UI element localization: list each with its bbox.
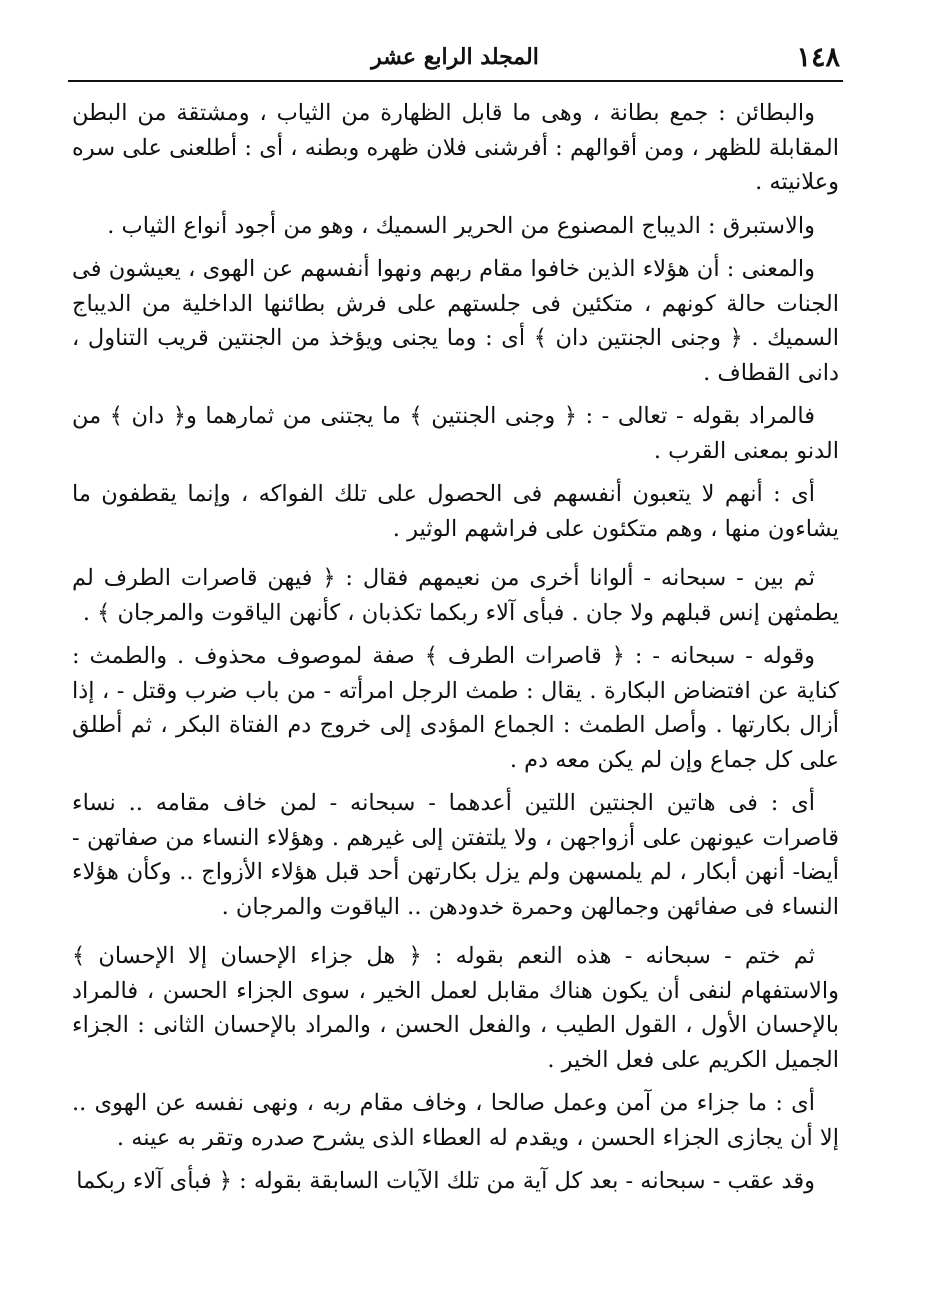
page-header [70, 38, 840, 78]
paragraph: فالمراد بقوله - تعالى - : ﴿ وجنى الجنتين ﴾ ما يجتنى من ثمارهما و﴿ دان ﴾ من الدنو بمعنى القرب . [72, 403, 839, 464]
paragraph: والاستبرق : الديباج المصنوع من الحرير السميك ، وهو من أجود أنواع الثياب . [107, 212, 815, 239]
paragraph: والبطائن : جمع بطانة ، وهى ما قابل الظهارة من الثياب ، ومشتقة من البطن المقابلة للظهر ، ومن أقوالهم : أفرشنى فلان ظهره وبطنه ، أى : أطلعنى على سره وعلانيته . [72, 100, 839, 195]
running-title: المجلد الرابع عشر [371, 44, 539, 70]
paragraph: ثم بين - سبحانه - ألوانا أخرى من نعيمهم فقال : ﴿ فيهن قاصرات الطرف لم يطمثهن إنس قبلهم ولا جان . فبأى آلاء ربكما تكذبان ، كأنهن الياقوت والمرجان ﴾ . [72, 565, 839, 626]
page-body [72, 96, 839, 1208]
paragraph: والمعنى : أن هؤلاء الذين خافوا مقام ربهم ونهوا أنفسهم عن الهوى ، يعيشون فى الجنات حالة كونهم ، متكئين فى جلستهم على فرش بطائنها الداخلية من الديباج السميك . ﴿ وجنى الجنتين دان ﴾ أى : وما يجنى ويؤخذ من الجنتين قريب التناول ، دانى القطاف . [72, 256, 839, 386]
paragraph: أى : ما جزاء من آمن وعمل صالحا ، وخاف مقام ربه ، ونهى نفسه عن الهوى .. إلا أن يجازى الجزاء الحسن ، ويقدم له العطاء الذى يشرح صدره وتقر به عينه . [72, 1090, 839, 1151]
paragraph: ثم ختم - سبحانه - هذه النعم بقوله : ﴿ هل جزاء الإحسان إلا الإحسان ﴾ والاستفهام لنفى أن يكون هناك مقابل لعمل الخير ، سوى الجزاء الحسن ، فالمراد بالإحسان الأول ، القول الطيب ، والفعل الحسن ، والمراد بالإحسان الثانى : الجزاء الجميل الكريم على فعل الخير . [72, 943, 839, 1073]
page-number: ١٤٨ [796, 42, 840, 73]
paragraph: وقوله - سبحانه - : ﴿ قاصرات الطرف ﴾ صفة لموصوف محذوف . والطمث : كناية عن افتضاض البكارة . يقال : طمث الرجل امرأته - من باب ضرب وقتل - ، إذا أزال بكارتها . وأصل الطمث : الجماع المؤدى إلى خروج دم الفتاة البكر ، ثم أطلق على كل جماع وإن لم يكن معه دم . [72, 643, 839, 773]
header-divider [68, 80, 843, 82]
paragraph: أى : أنهم لا يتعبون أنفسهم فى الحصول على تلك الفواكه ، وإنما يقطفون ما يشاءون منها ، وهم متكئون على فراشهم الوثير . [72, 481, 839, 542]
paragraph: أى : فى هاتين الجنتين اللتين أعدهما - سبحانه - لمن خاف مقامه .. نساء قاصرات عيونهن على أزواجهن ، ولا يلتفتن إلى غيرهم . وهؤلاء النساء من صفاتهن - أيضا- أنهن أبكار ، لم يلمسهن ولم يزل بكارتهن أحد قبل هؤلاء الأزواج .. وكأن هؤلاء النساء فى صفائهن وجمالهن وحمرة خدودهن .. الياقوت والمرجان . [72, 790, 839, 920]
paragraph: وقد عقب - سبحانه - بعد كل آية من تلك الآيات السابقة بقوله : ﴿ فبأى آلاء ربكما [76, 1168, 815, 1194]
